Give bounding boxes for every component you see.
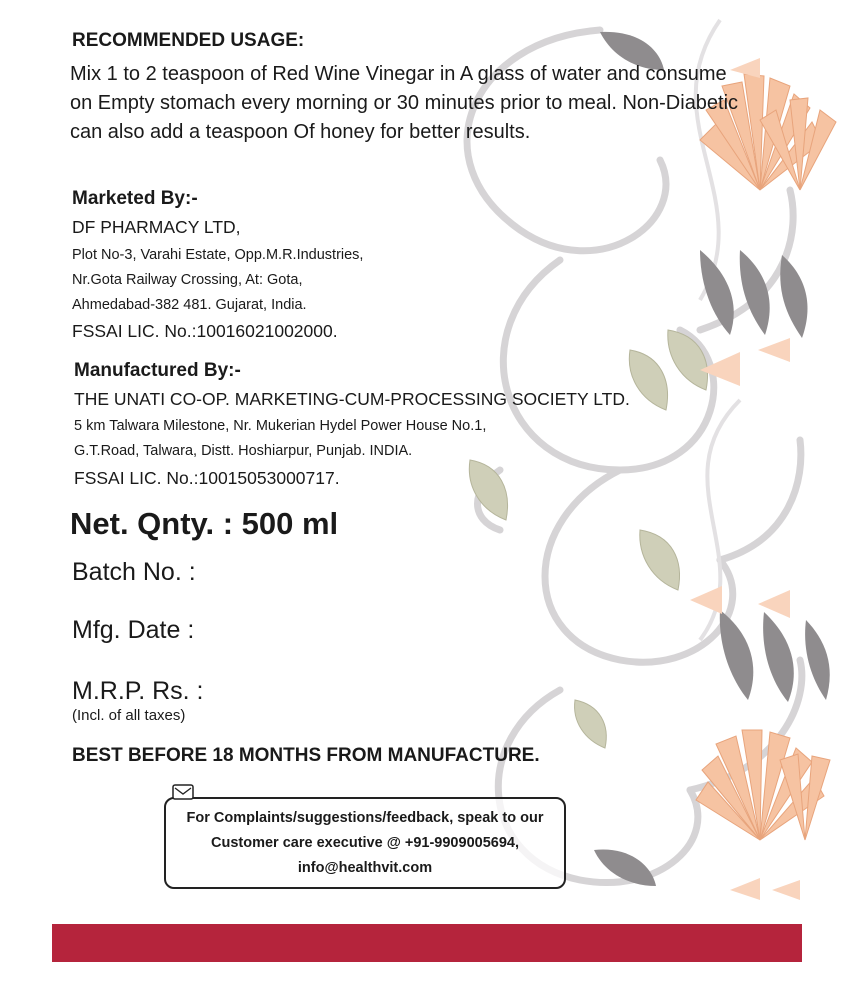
manufacturer-license: FSSAI LIC. No.:10015053000717. [74,468,340,488]
marketed-by-title: Marketed By:- [72,188,198,209]
customer-care-line: Customer care executive @ +91-9909005694, [211,835,519,851]
manufacturer-address-line: G.T.Road, Talwara, Distt. Hoshiarpur, Punjab. INDIA. [74,443,413,459]
customer-care-email: info@healthvit.com [297,860,433,876]
manufactured-by-title: Manufactured By:- [74,360,241,381]
marketer-name: DF PHARMACY LTD, [72,217,241,237]
marketer-license: FSSAI LIC. No.:10016021002000. [72,321,338,341]
manufacturer-name: THE UNATI CO-OP. MARKETING-CUM-PROCESSING SOCIETY LTD. [74,389,630,409]
customer-care-box [164,797,566,889]
customer-care-line: For Complaints/suggestions/feedback, speak to our [186,810,544,826]
mfg-date-label: Mfg. Date : [72,616,195,644]
envelope-icon [172,783,194,801]
footer-color-band [52,924,802,962]
mrp-label: M.R.P. Rs. : [72,677,204,705]
usage-text: Mix 1 to 2 teaspoon of Red Wine Vinegar in A glass of water and consume on Empty stomach every morning or 30 minutes prior to meal. Non-Diabetic can also add a teaspoon Of honey for better results. [70,63,739,143]
mrp-tax-note: (Incl. of all taxes) [72,707,186,724]
net-quantity: Net. Qnty. : 500 ml [70,506,339,541]
best-before-note: BEST BEFORE 18 MONTHS FROM MANUFACTURE. [72,745,540,766]
marketer-address-line: Plot No-3, Varahi Estate, Opp.M.R.Industries, [72,247,364,263]
marketer-address-line: Ahmedabad-382 481. Gujarat, India. [72,297,307,313]
usage-heading: RECOMMENDED USAGE: [72,30,305,51]
manufacturer-address-line: 5 km Talwara Milestone, Nr. Mukerian Hydel Power House No.1, [74,418,487,434]
batch-number-label: Batch No. : [72,558,196,586]
marketer-address-line: Nr.Gota Railway Crossing, At: Gota, [72,272,303,288]
